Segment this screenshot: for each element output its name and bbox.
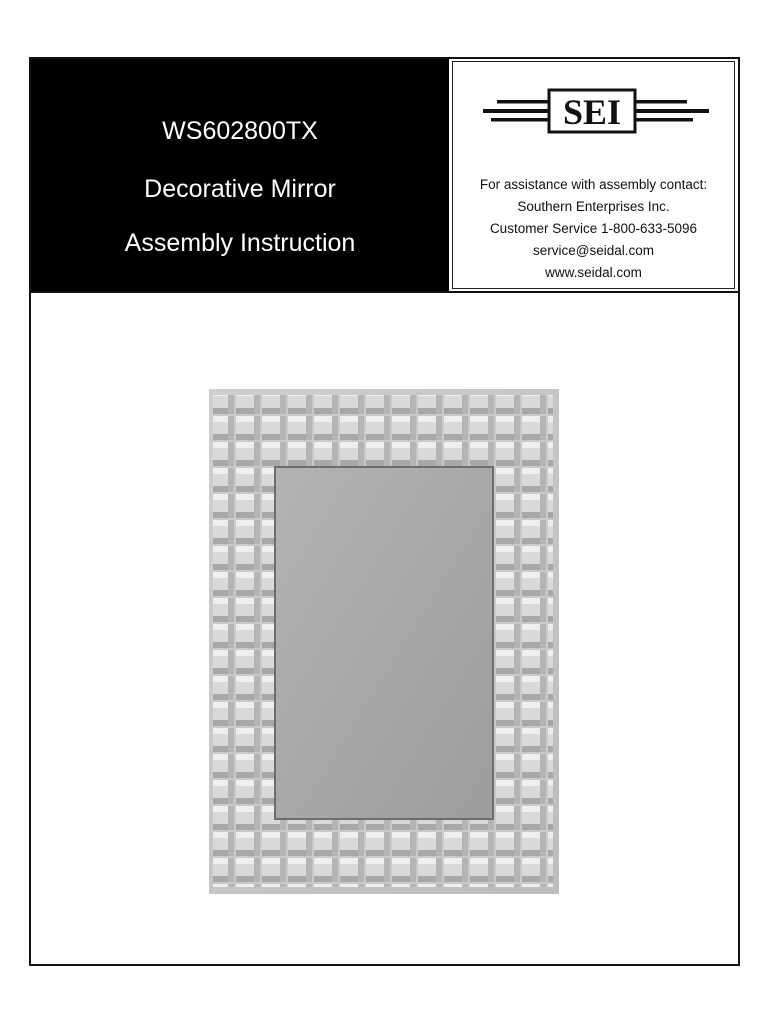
title-block bbox=[31, 59, 449, 291]
contact-block bbox=[449, 59, 738, 291]
instruction-page bbox=[29, 57, 740, 966]
contact-info bbox=[453, 174, 734, 284]
sei-logo-icon bbox=[477, 82, 717, 142]
company-name: Southern Enterprises Inc. bbox=[517, 199, 670, 214]
header-divider bbox=[31, 291, 738, 293]
product-name: Decorative Mirror bbox=[144, 175, 336, 203]
contact-heading: For assistance with assembly contact: bbox=[479, 177, 708, 192]
contact-email: service@seidal.com bbox=[533, 243, 654, 258]
model-number: WS602800TX bbox=[162, 117, 318, 145]
decorative-mirror-photo-icon bbox=[209, 389, 559, 894]
svg-text:SEI: SEI bbox=[562, 92, 622, 132]
customer-service-phone: Customer Service 1-800-633-5096 bbox=[489, 221, 698, 236]
website: www.seidal.com bbox=[545, 265, 642, 280]
document-type: Assembly Instruction bbox=[124, 229, 356, 257]
